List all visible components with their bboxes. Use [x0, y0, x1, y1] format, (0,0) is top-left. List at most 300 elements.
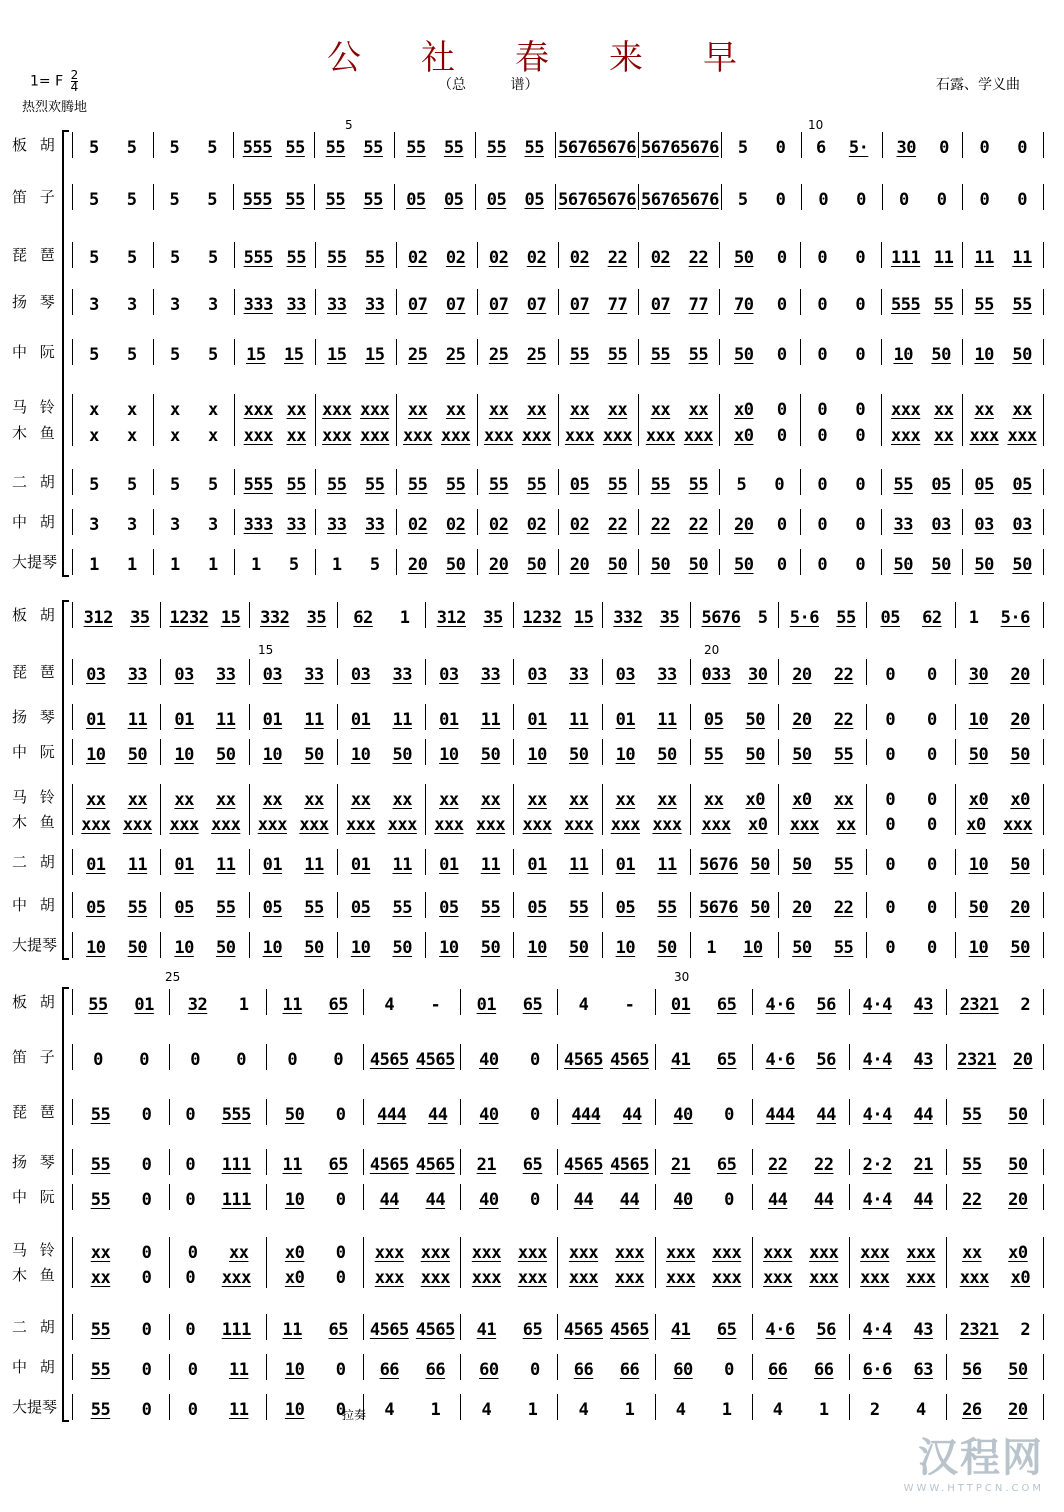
measure [425, 739, 513, 765]
note-group: 10 [86, 938, 106, 958]
instrument-label: 马 铃 [12, 788, 59, 806]
note-group: 44 [379, 1190, 400, 1210]
note-group: 0 [979, 190, 990, 210]
note-group: 55 [688, 475, 709, 495]
measure [396, 289, 477, 315]
note-group: 55 [607, 475, 628, 495]
measure [719, 420, 800, 446]
note-group: 2·2 [862, 1155, 892, 1175]
measure [513, 739, 601, 765]
watermark-logo: 汉程网 [918, 1435, 1044, 1481]
note-group: 11 [569, 710, 589, 730]
note-group: 01 [439, 855, 459, 875]
measure [602, 849, 690, 875]
note-group: 0 [817, 555, 828, 575]
note-group: 50 [445, 555, 466, 575]
measure [778, 809, 866, 835]
note-group: 4 [481, 1400, 492, 1420]
note-group: xx [445, 400, 466, 420]
note-group: 03 [350, 665, 371, 685]
note-group: 0 [939, 138, 949, 158]
note-group: 0 [335, 1243, 346, 1263]
title-char: 社 [421, 38, 455, 78]
note-group: 10 [262, 745, 283, 765]
measure [477, 339, 558, 365]
note-group: 312 [436, 608, 466, 628]
measure [690, 602, 778, 628]
note-group: 11 [480, 710, 501, 730]
measure [882, 132, 963, 158]
measure [752, 989, 849, 1015]
measure [690, 704, 778, 730]
measure [849, 1149, 946, 1175]
note-group: 50 [1008, 1105, 1028, 1125]
note-group: 07 [445, 295, 466, 315]
note-group: 5 [737, 138, 748, 158]
note-group: 50 [304, 745, 324, 765]
note-group: xx [90, 1268, 111, 1288]
note-group: 0 [187, 1243, 198, 1263]
note-group: xx [615, 790, 636, 810]
note-group: 43 [913, 1320, 933, 1340]
note-group: 0 [776, 248, 787, 268]
note-group: xx [488, 400, 509, 420]
note-group: 50 [569, 745, 589, 765]
note-group: 0 [926, 710, 937, 730]
note-group: 05 [931, 475, 951, 495]
note-group: xxx [610, 815, 641, 835]
note-group: 1 [238, 995, 249, 1015]
measure [849, 1099, 946, 1125]
measure [778, 892, 866, 918]
measure [315, 289, 396, 315]
measure-strip [72, 888, 1044, 918]
instrument-label: 二 胡 [12, 473, 59, 491]
note-group: 4·4 [862, 1105, 892, 1125]
note-group: 20 [792, 665, 812, 685]
measure [460, 1394, 557, 1420]
measure [778, 704, 866, 730]
measure [72, 1184, 169, 1210]
note-group: 1 [170, 555, 180, 575]
note-group: 3 [170, 515, 180, 535]
note-group: 444 [765, 1105, 795, 1125]
note-group: x [127, 400, 137, 420]
measure [234, 289, 315, 315]
measure [234, 242, 315, 268]
note-group: 50 [931, 555, 951, 575]
note-group: 1 [527, 1400, 538, 1420]
measure [160, 704, 248, 730]
instrument-row [0, 545, 1064, 575]
measure [801, 132, 882, 158]
note-group: 43 [913, 995, 933, 1015]
note-group: 2 [869, 1400, 880, 1420]
note-group: 111 [221, 1320, 251, 1340]
measure [638, 242, 719, 268]
note-group: 0 [855, 426, 866, 446]
measure [314, 132, 395, 158]
measure [72, 509, 153, 535]
note-group: 55 [407, 475, 428, 495]
note-group: xx [569, 400, 590, 420]
measure-number: 5 [345, 118, 353, 132]
note-group: 0 [141, 1243, 152, 1263]
note-group: xxx [420, 1268, 450, 1288]
measure [513, 809, 601, 835]
measure [477, 420, 558, 446]
note-group: xxx [891, 426, 921, 446]
measure [234, 339, 315, 365]
note-group: xxx [860, 1268, 890, 1288]
instrument-row [0, 1145, 1064, 1175]
note-group: 4565 [369, 1320, 409, 1340]
note-group: 55 [650, 345, 671, 365]
note-group: 5 [757, 608, 768, 628]
measure [477, 549, 558, 575]
note-group: 55 [836, 608, 856, 628]
measure [266, 1099, 363, 1125]
measure [881, 339, 962, 365]
note-group: x0 [284, 1268, 305, 1288]
note-group: 6·6 [862, 1360, 892, 1380]
note-group: xxx [860, 1243, 890, 1263]
note-group: 0 [817, 515, 828, 535]
measure [881, 549, 962, 575]
note-group: 10 [615, 745, 636, 765]
note-group: 33 [127, 665, 148, 685]
note-group: xx [1012, 400, 1032, 420]
measure [690, 932, 778, 958]
note-group: 5676 [679, 138, 719, 158]
measure [778, 602, 866, 628]
note-group: x [170, 426, 180, 446]
measure [249, 849, 337, 875]
note-group: 70 [734, 295, 754, 315]
note-group: xxx [614, 1243, 645, 1263]
note-group: 1 [399, 608, 410, 628]
instrument-label: 琵 琶 [12, 1103, 59, 1121]
note-group: 22 [833, 665, 854, 685]
measure [396, 420, 477, 446]
note-group: 1 [706, 938, 717, 958]
note-group: 05 [1012, 475, 1032, 495]
note-group: 55 [486, 138, 507, 158]
measure [72, 242, 153, 268]
measure [363, 1149, 460, 1175]
note-group: 43 [913, 1050, 933, 1070]
instrument-label: 扬 琴 [12, 1153, 59, 1171]
measure-strip [72, 505, 1044, 535]
measure [72, 184, 153, 210]
note-group: 11 [569, 855, 589, 875]
note-group: 07 [526, 295, 547, 315]
measure [558, 509, 639, 535]
measure [72, 469, 153, 495]
note-group: 55 [833, 855, 854, 875]
instrument-label: 中 阮 [12, 743, 59, 761]
measure [882, 184, 963, 210]
note-group: xx [228, 1243, 249, 1263]
note-group: 1 [624, 1400, 635, 1420]
note-group: xxx [211, 815, 241, 835]
measure [881, 289, 962, 315]
note-group: xxx [434, 815, 464, 835]
measure [946, 1099, 1044, 1125]
measure [655, 1149, 752, 1175]
measure [169, 989, 266, 1015]
note-group: 0 [885, 898, 896, 918]
note-group: 1 [430, 1400, 441, 1420]
measure [558, 420, 639, 446]
note-group: xxx [374, 1243, 404, 1263]
measure [460, 1149, 557, 1175]
note-group: 0 [926, 665, 937, 685]
note-group: 55 [524, 138, 544, 158]
measure [655, 1184, 752, 1210]
note-group: 111 [221, 1155, 251, 1175]
measure [866, 704, 954, 730]
note-group: 0 [774, 475, 785, 495]
note-group: 0 [141, 1155, 152, 1175]
note-group: xxx [789, 815, 819, 835]
instrument-row [0, 888, 1064, 918]
note-group: 10 [968, 855, 989, 875]
measure [955, 659, 1044, 685]
note-group: 2321 [959, 995, 999, 1015]
note-group: 44 [913, 1105, 933, 1125]
note-group: 22 [813, 1155, 834, 1175]
note-group: 50 [657, 938, 677, 958]
note-group: 66 [379, 1360, 400, 1380]
note-group: 5 [170, 345, 180, 365]
note-group: 77 [607, 295, 628, 315]
note-group: 0 [885, 665, 896, 685]
time-bottom: 4 [70, 80, 79, 94]
measure [946, 1149, 1044, 1175]
note-group: 65 [716, 1050, 737, 1070]
note-group: 05 [527, 898, 547, 918]
instrument-label: 木 鱼 [12, 424, 59, 442]
measure [72, 602, 160, 628]
note-group: xx [350, 790, 371, 810]
note-group: 0 [141, 1190, 152, 1210]
key-signature [30, 70, 78, 93]
note-group: 5 [288, 555, 299, 575]
note-group: 02 [650, 248, 671, 268]
note-group: 5676 [597, 190, 636, 210]
note-group: 444 [377, 1105, 407, 1125]
note-group: 10 [527, 938, 547, 958]
note-group: 0 [190, 1050, 200, 1070]
instrument-label: 板 胡 [12, 606, 59, 624]
note-group: xxx [517, 1243, 548, 1263]
measure-strip [72, 1350, 1044, 1380]
note-group: 5 [127, 248, 137, 268]
instrument-label: 大提琴 [12, 936, 58, 954]
measure [558, 339, 639, 365]
note-group: xxx [81, 815, 111, 835]
note-group: 01 [615, 855, 636, 875]
note-group: xxx [243, 400, 273, 420]
instrument-label: 马 铃 [12, 1241, 59, 1259]
measure [153, 184, 234, 210]
measure [800, 339, 881, 365]
note-group: xxx [665, 1268, 696, 1288]
measure [475, 184, 556, 210]
note-group: 555 [221, 1105, 251, 1125]
measure [513, 892, 601, 918]
instrument-label: 琵 琶 [12, 246, 59, 264]
note-group: 4·4 [862, 1050, 892, 1070]
note-group: 55 [90, 1320, 111, 1340]
note-group: xxx [403, 426, 433, 446]
measure [425, 892, 513, 918]
instrument-row [0, 238, 1064, 268]
note-group: 01 [86, 710, 106, 730]
measure [849, 989, 946, 1015]
note-group: xxx [652, 815, 682, 835]
measure [72, 1044, 169, 1070]
measure [800, 469, 881, 495]
measure-strip [72, 845, 1044, 875]
note-group: 0 [855, 555, 866, 575]
measure [233, 184, 314, 210]
note-group: 25 [488, 345, 509, 365]
note-group: 3 [207, 515, 218, 535]
instrument-label: 大提琴 [12, 1398, 58, 1416]
note-group: 05 [439, 898, 459, 918]
measure [866, 602, 954, 628]
note-group: 01 [134, 995, 154, 1015]
note-group: 55 [607, 345, 628, 365]
measure-strip [72, 545, 1044, 575]
measure [425, 932, 513, 958]
note-group: 5 [737, 190, 748, 210]
measure [72, 1099, 169, 1125]
instrument-row [0, 1180, 1064, 1210]
measure [752, 1099, 849, 1125]
measure [690, 739, 778, 765]
measure-number: 15 [258, 643, 274, 657]
measure [638, 549, 719, 575]
instrument-row [0, 598, 1064, 628]
measure [719, 339, 800, 365]
note-group: xxx [517, 1268, 548, 1288]
measure [266, 1184, 363, 1210]
note-group: 55 [90, 1190, 111, 1210]
note-group: 11 [392, 710, 412, 730]
note-group: xx [688, 400, 709, 420]
measure [477, 289, 558, 315]
note-group: xx [90, 1243, 111, 1263]
note-group: 10 [527, 745, 547, 765]
measure-strip [72, 655, 1044, 685]
note-group: 0 [926, 855, 937, 875]
note-group: 0 [817, 400, 828, 420]
measure [425, 809, 513, 835]
measure [602, 659, 690, 685]
note-group: 44 [619, 1190, 640, 1210]
measure [638, 132, 721, 158]
note-group: 44 [913, 1190, 933, 1210]
note-group: xx [286, 426, 306, 446]
instrument-label: 中 胡 [12, 513, 59, 531]
note-group: 11 [127, 710, 148, 730]
note-group: 0 [335, 1360, 346, 1380]
note-group: 65 [716, 1155, 737, 1175]
measure [655, 989, 752, 1015]
note-group: xxx [969, 426, 999, 446]
note-group: 0 [885, 938, 896, 958]
note-group: 03 [615, 665, 636, 685]
note-group: 0 [855, 248, 866, 268]
note-group: 50 [734, 345, 754, 365]
note-group: 10 [743, 938, 763, 958]
note-group: 22 [688, 515, 709, 535]
measure [962, 132, 1044, 158]
note-group: 11 [127, 855, 148, 875]
measure [752, 1354, 849, 1380]
measure [955, 739, 1044, 765]
note-group: 11 [933, 248, 954, 268]
note-group: x0 [1010, 790, 1030, 810]
note-group: x0 [734, 400, 754, 420]
measure [638, 509, 719, 535]
note-group: 50 [1012, 555, 1032, 575]
note-group: 20 [569, 555, 590, 575]
note-group: 033 [701, 665, 731, 685]
measure [337, 704, 425, 730]
measure [72, 339, 153, 365]
measure [800, 242, 881, 268]
note-group: xxx [441, 426, 471, 446]
note-group: 4565 [415, 1155, 455, 1175]
note-group: 05 [974, 475, 994, 495]
measure [266, 1149, 363, 1175]
measure [234, 509, 315, 535]
measure [169, 1044, 266, 1070]
note-group: 05 [350, 898, 371, 918]
measure [557, 1099, 654, 1125]
note-group: xxx [568, 1243, 599, 1263]
note-group: 60 [673, 1360, 693, 1380]
note-group: xxx [602, 426, 633, 446]
note-group: xxx [387, 815, 417, 835]
note-group: 02 [488, 248, 509, 268]
note-group: 66 [813, 1360, 834, 1380]
note-group: 333 [243, 295, 273, 315]
note-group: xxx [701, 815, 731, 835]
note-group: 50 [607, 555, 628, 575]
measure [460, 989, 557, 1015]
measure [752, 1314, 849, 1340]
note-group: 55 [363, 190, 383, 210]
note-group: 2 [1020, 1320, 1031, 1340]
measure [337, 849, 425, 875]
note-group: 50 [792, 938, 812, 958]
note-group: 5 [89, 138, 99, 158]
measure [72, 892, 160, 918]
note-group: 50 [792, 855, 812, 875]
note-group: 03 [439, 665, 459, 685]
note-group: 5676 [558, 190, 598, 210]
measure [363, 1044, 460, 1070]
measure [881, 469, 962, 495]
note-group: 55 [974, 295, 994, 315]
measure [460, 1184, 557, 1210]
note-group: xxx [122, 815, 153, 835]
